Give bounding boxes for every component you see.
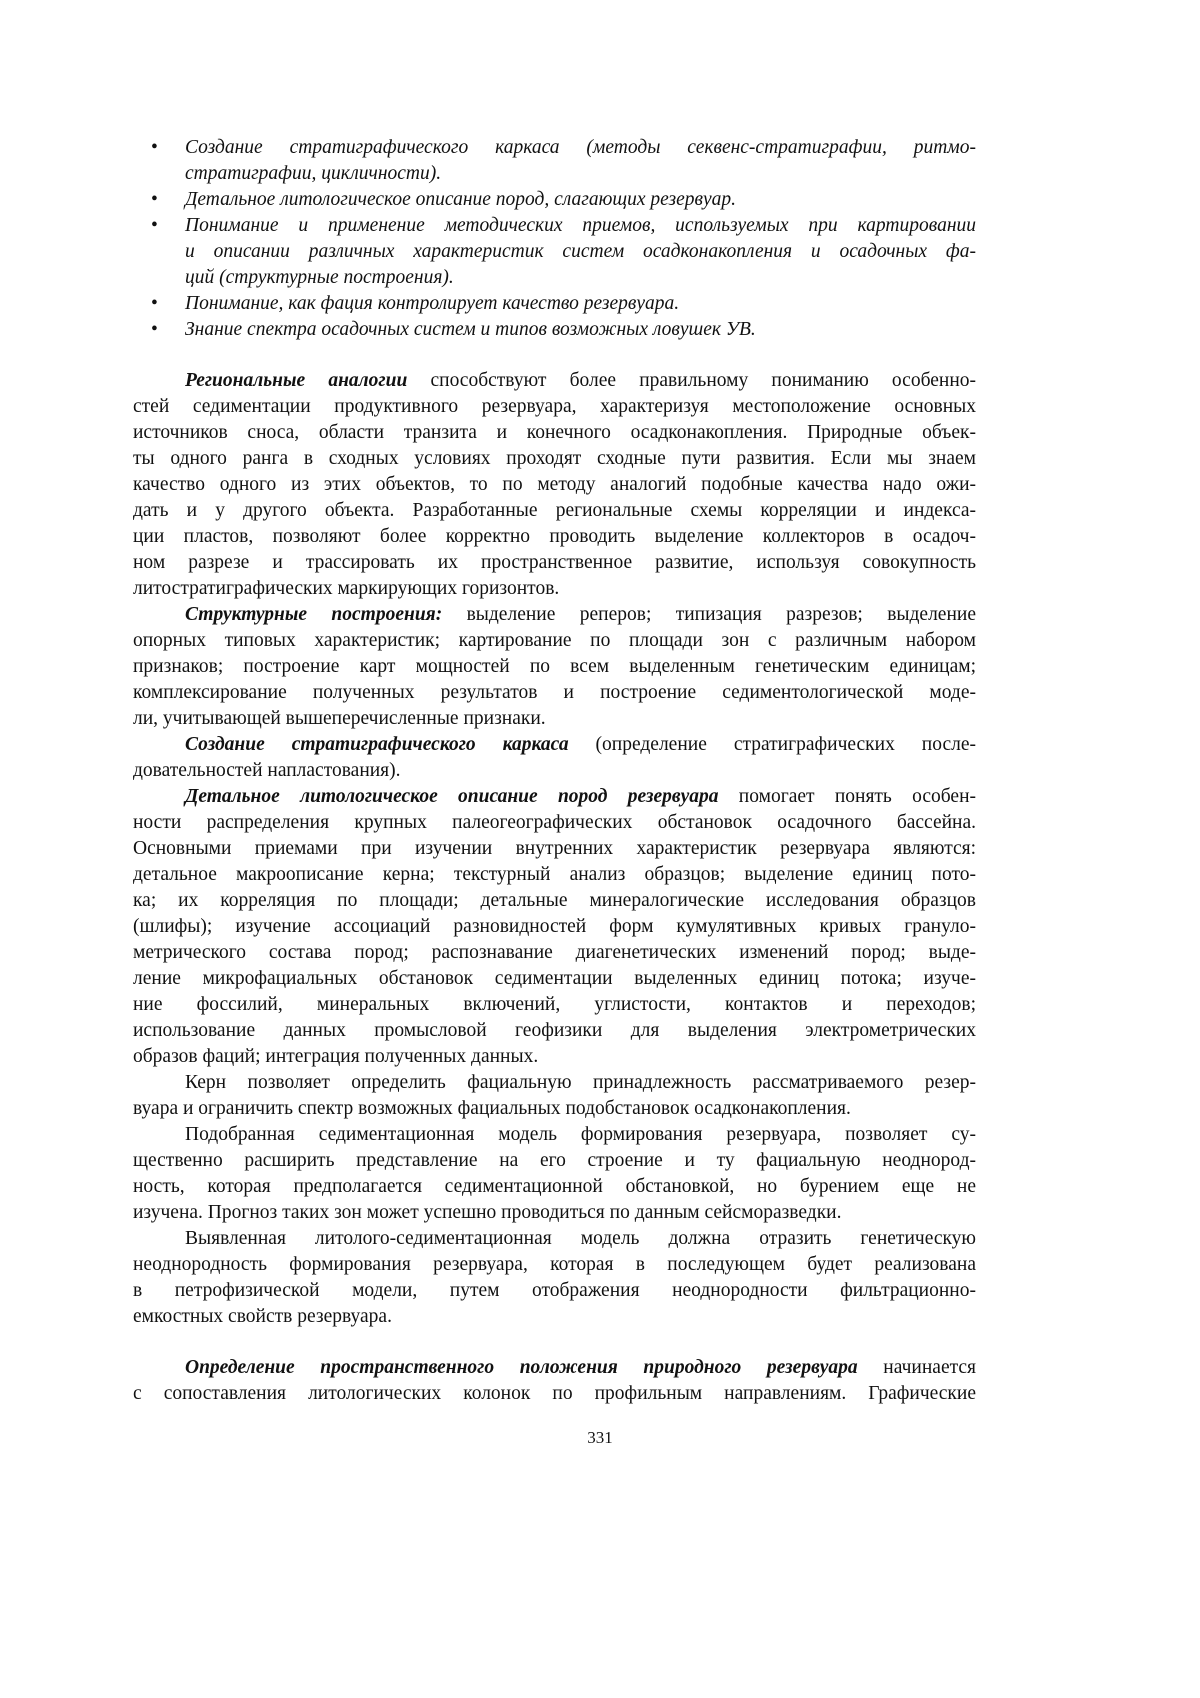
paragraph-text: качество одного из этих объектов, то по методу аналогий подобные качества надо ожи- (133, 474, 976, 495)
bullet-text: Понимание, как фация контролирует качество резервуара. (185, 293, 679, 314)
paragraph-text: (определение стратиграфических после- (569, 734, 976, 755)
paragraph (133, 732, 976, 784)
paragraph-line (133, 1278, 976, 1304)
paragraph-line (133, 914, 976, 940)
paragraph-line (133, 576, 976, 602)
bullet-item-line (133, 265, 976, 291)
paragraph-text: ление микрофациальных обстановок седиментации выделенных единиц потока; изуче- (133, 968, 976, 989)
paragraph-text: метрического состава пород; распознавание диагенетических изменений пород; выде- (133, 942, 976, 963)
paragraph-text: Основными приемами при изучении внутренних характеристик резервуара являются: (133, 838, 976, 859)
paragraph-line (133, 1226, 976, 1252)
paragraph-line (133, 1200, 976, 1226)
paragraph-text: Керн позволяет определить фациальную принадлежность рассматриваемого резер- (185, 1072, 976, 1093)
paragraph-line (133, 966, 976, 992)
paragraph-text: ность, которая предполагается седиментационной обстановкой, но бурением еще не (133, 1176, 976, 1197)
paragraph-text: Выявленная литолого-седиментационная модель должна отразить генетическую (185, 1228, 976, 1249)
paragraph-line (133, 368, 976, 394)
bullet-text: ций (структурные построения). (185, 267, 454, 288)
paragraph-line (133, 498, 976, 524)
paragraph-text: ном разрезе и трассировать их пространственное развитие, используя совокупность (133, 552, 976, 573)
paragraph-line (133, 628, 976, 654)
bullet-icon: • (151, 213, 158, 239)
paragraph-text: (шлифы); изучение ассоциаций разновидностей форм кумулятивных кривых грануло- (133, 916, 976, 937)
bullet-text: стратиграфии, цикличности). (185, 163, 441, 184)
paragraph-line (133, 732, 976, 758)
paragraph-text: вуара и ограничить спектр возможных фациальных подобстановок осадконакопления. (133, 1098, 851, 1119)
paragraph-line (133, 888, 976, 914)
paragraph-line (133, 1044, 976, 1070)
paragraph-text: литостратиграфических маркирующих горизонтов. (133, 578, 559, 599)
paragraph-line (133, 1018, 976, 1044)
paragraph-lead-term: Создание стратиграфического каркаса (185, 734, 569, 755)
paragraph-line (133, 602, 976, 628)
paragraph-lead-term: Структурные построения: (185, 604, 442, 625)
paragraph-lead-term: Региональные аналогии (185, 370, 407, 391)
bullet-item-line (133, 317, 976, 343)
bullet-list (133, 135, 976, 343)
paragraph-text: Подобранная седиментационная модель формирования резервуара, позволяет су- (185, 1124, 976, 1145)
paragraph-line (133, 524, 976, 550)
paragraph-line (133, 940, 976, 966)
paragraph-text: ли, учитывающей вышеперечисленные признаки. (133, 708, 546, 729)
paragraph-line (133, 836, 976, 862)
paragraph-line (133, 550, 976, 576)
paragraph-line (133, 862, 976, 888)
paragraph-line (133, 1148, 976, 1174)
paragraph-lead-term: Детальное литологическое описание пород резервуара (185, 786, 719, 807)
paragraph-text: образов фаций; интеграция полученных данных. (133, 1046, 538, 1067)
paragraph-text: источников сноса, области транзита и конечного осадконакопления. Природные объек- (133, 422, 976, 443)
paragraph-text: ции пластов, позволяют более корректно проводить выделение коллекторов в осадоч- (133, 526, 976, 547)
paragraph-text: способствуют более правильному пониманию особенно- (407, 370, 976, 391)
paragraph-text: дать и у другого объекта. Разработанные региональные схемы корреляции и индекса- (133, 500, 976, 521)
paragraph-line (133, 758, 976, 784)
bullet-item-line (133, 187, 976, 213)
paragraph-line (133, 992, 976, 1018)
paragraph-text: изучена. Прогноз таких зон может успешно проводиться по данным сейсморазведки. (133, 1202, 842, 1223)
paragraph-text: детальное макроописание керна; текстурный анализ образцов; выделение единиц пото- (133, 864, 976, 885)
paragraph-line (133, 420, 976, 446)
document-page-body (133, 135, 976, 1407)
bullet-icon: • (151, 135, 158, 161)
paragraph (133, 1122, 976, 1226)
paragraph (133, 1226, 976, 1330)
paragraph-text: выделение реперов; типизация разрезов; выделение (442, 604, 976, 625)
paragraph-line (133, 680, 976, 706)
page-number: 331 (0, 1428, 1200, 1448)
paragraph-text: щественно расширить представление на его строение и ту фациальную неоднород- (133, 1150, 976, 1171)
paragraph-text: в петрофизической модели, путем отображения неоднородности фильтрационно- (133, 1280, 976, 1301)
bullet-icon: • (151, 187, 158, 213)
paragraph-text: признаков; построение карт мощностей по всем выделенным генетическим единицам; (133, 656, 976, 677)
paragraph-line (133, 706, 976, 732)
paragraph-line (133, 810, 976, 836)
bullet-item-line (133, 161, 976, 187)
paragraph-text: опорных типовых характеристик; картирование по площади зон с различным набором (133, 630, 976, 651)
paragraph-line (133, 1252, 976, 1278)
bullet-item-line (133, 291, 976, 317)
paragraph-text: комплексирование полученных результатов и построение седиментологической моде- (133, 682, 976, 703)
paragraph (133, 784, 976, 1070)
bullet-item-line (133, 135, 976, 161)
paragraph-line (133, 1096, 976, 1122)
bullet-icon: • (151, 317, 158, 343)
paragraph-text: ты одного ранга в сходных условиях проходят сходные пути развития. Если мы знаем (133, 448, 976, 469)
paragraph-text: емкостных свойств резервуара. (133, 1306, 392, 1327)
paragraph-line (133, 394, 976, 420)
paragraph-line (133, 1174, 976, 1200)
paragraph-text: помогает понять особен- (719, 786, 976, 807)
bullet-text: Понимание и применение методических приемов, используемых при картировании (185, 215, 976, 236)
paragraph-line (133, 446, 976, 472)
paragraph-text: начинается (858, 1357, 976, 1378)
bullet-item-line (133, 213, 976, 239)
bullet-text: Детальное литологическое описание пород, слагающих резервуар. (185, 189, 736, 210)
paragraph-text: с сопоставления литологических колонок по профильным направлениям. Графические (133, 1383, 976, 1404)
paragraph-text: довательностей напластования). (133, 760, 401, 781)
paragraph (133, 368, 976, 602)
paragraph-line (133, 784, 976, 810)
paragraph-lead-term: Определение пространственного положения природного резервуара (185, 1357, 858, 1378)
paragraph-line (133, 472, 976, 498)
paragraph-line (133, 1122, 976, 1148)
paragraph-line (133, 1381, 976, 1407)
paragraph-line (133, 1304, 976, 1330)
paragraph-text: использование данных промысловой геофизики для выделения электрометрических (133, 1020, 976, 1041)
bullet-icon: • (151, 291, 158, 317)
bullet-text: Знание спектра осадочных систем и типов возможных ловушек УВ. (185, 319, 756, 340)
paragraph (133, 1355, 976, 1407)
paragraph-text: ности распределения крупных палеогеографических обстановок осадочного бассейна. (133, 812, 976, 833)
bullet-item-line (133, 239, 976, 265)
paragraph-text: неоднородность формирования резервуара, которая в последующем будет реализована (133, 1254, 976, 1275)
paragraph-text: ние фоссилий, минеральных включений, углистости, контактов и переходов; (133, 994, 976, 1015)
paragraph-gap (133, 1330, 976, 1355)
bullet-text: и описании различных характеристик систем осадконакопления и осадочных фа- (185, 241, 976, 262)
paragraph (133, 1070, 976, 1122)
paragraph-line (133, 1070, 976, 1096)
paragraph-text: стей седиментации продуктивного резервуара, характеризуя местоположение основных (133, 396, 976, 417)
paragraph-line (133, 1355, 976, 1381)
paragraph-gap (133, 343, 976, 368)
paragraph-line (133, 654, 976, 680)
paragraph-text: ка; их корреляция по площади; детальные минералогические исследования образцов (133, 890, 976, 911)
bullet-text: Создание стратиграфического каркаса (методы секвенс-стратиграфии, ритмо- (185, 137, 976, 158)
paragraph (133, 602, 976, 732)
